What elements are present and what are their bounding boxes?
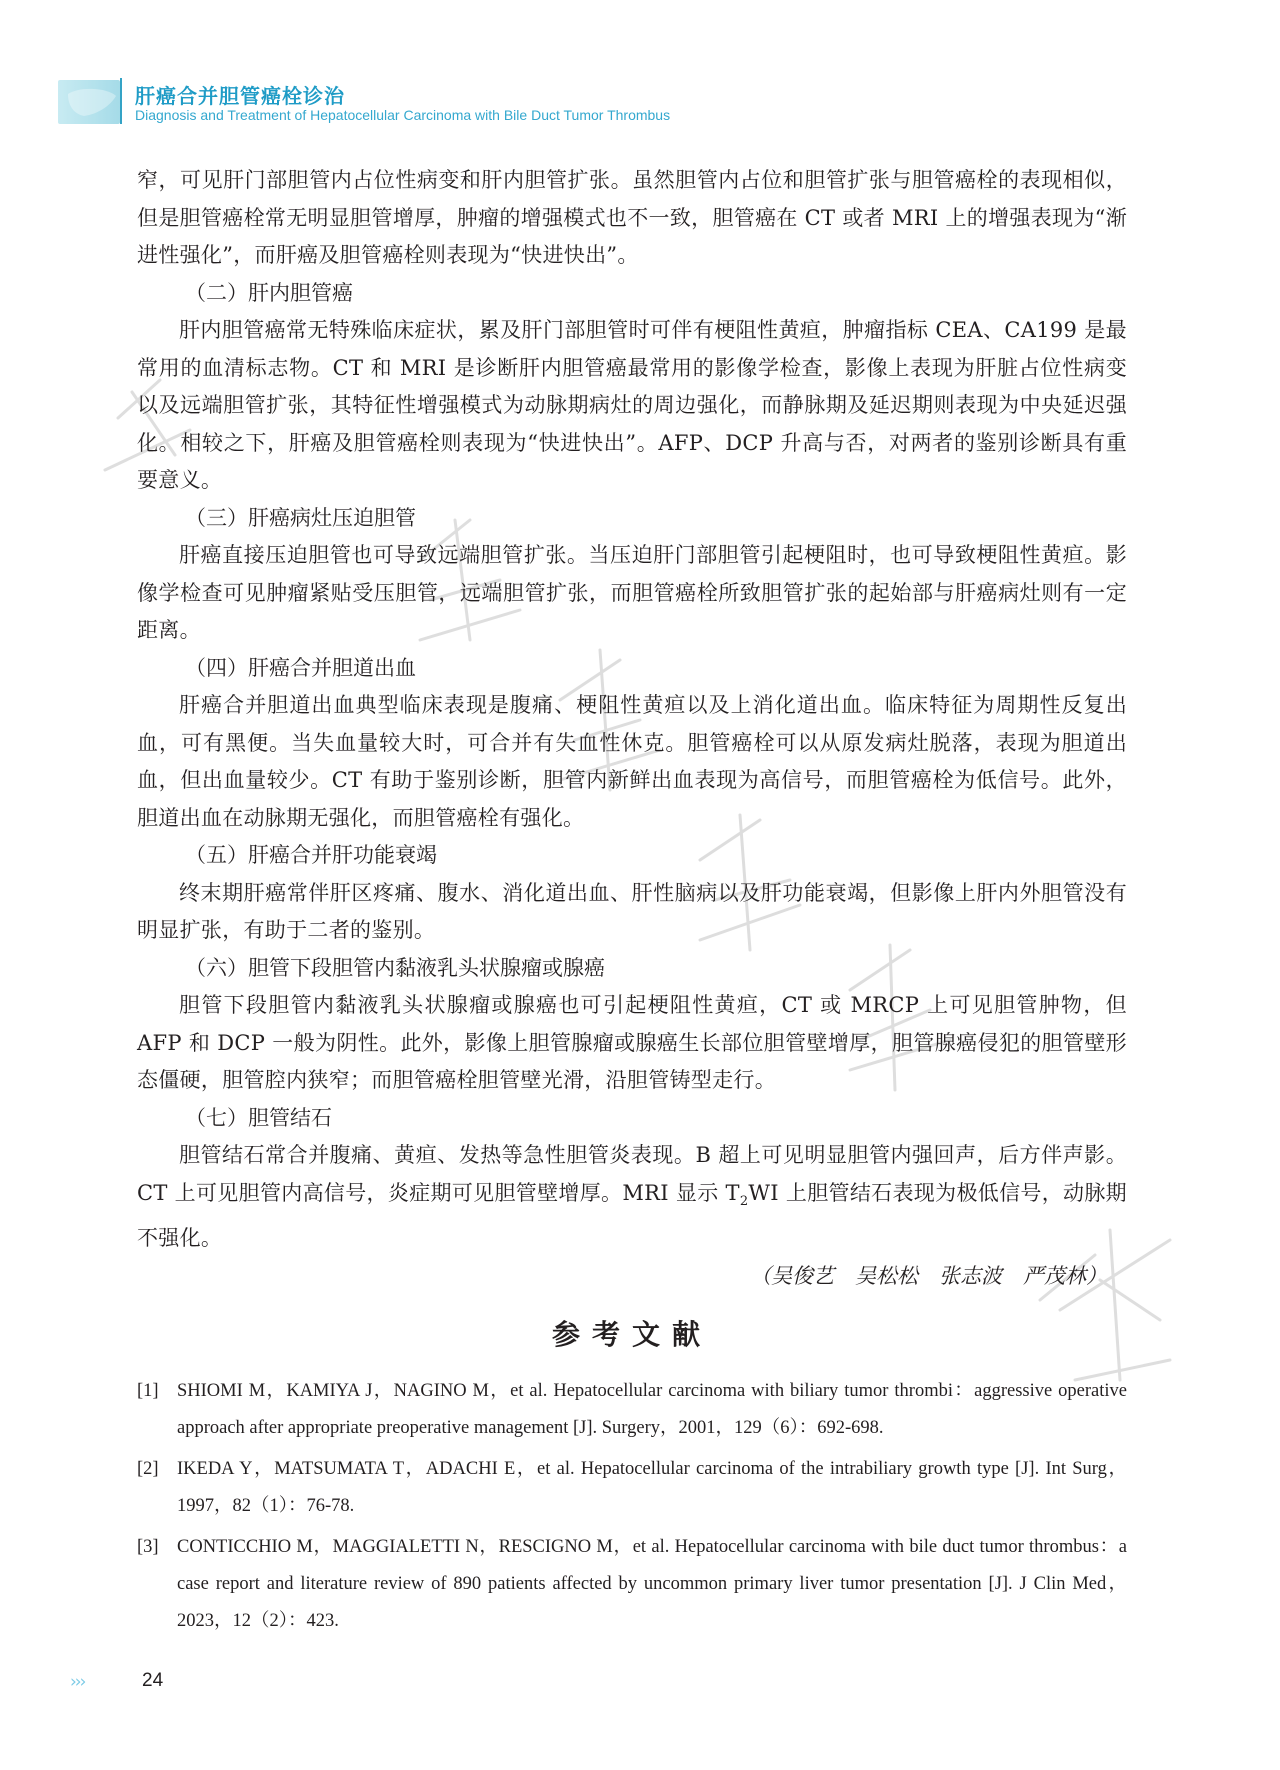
- paragraph-text: 胆管结石常合并腹痛、黄疸、发热等急性胆管炎表现。B 超上可见明显胆管内强回声，后方伴声影。CT 上可见胆管内高信号，炎症期可见胆管壁增厚。MRI 显示 T: [137, 1143, 1127, 1205]
- liver-icon: [58, 80, 120, 124]
- main-content: [137, 162, 1127, 1644]
- author-signature: （吴俊艺 吴松松 张志波 严茂林）: [750, 1263, 1107, 1288]
- intro-paragraph: 窄，可见肝门部胆管内占位性病变和肝内胆管扩张。虽然胆管内占位和胆管扩张与胆管癌栓的表现相似，但是胆管癌栓常无明显胆管增厚，肿瘤的增强模式也不一致，胆管癌在 CT 或者 MRI 上的增强表现为“渐进性强化”，而肝癌及胆管癌栓则表现为“快进快出”。: [137, 168, 1127, 267]
- section-paragraph: 胆管下段胆管内黏液乳头状腺瘤或腺癌也可引起梗阻性黄疸，CT 或 MRCP 上可见胆管肿物，但 AFP 和 DCP 一般为阴性。此外，影像上胆管腺瘤或腺癌生长部位胆管壁增厚，胆管腺癌侵犯的胆管壁形态僵硬，胆管腔内狭窄；而胆管癌栓胆管壁光滑，沿胆管铸型走行。: [137, 993, 1127, 1092]
- references-title: 参考文献: [551, 1318, 712, 1352]
- section-heading: （二）肝内胆管癌: [185, 280, 353, 305]
- header-logo-block: [58, 80, 120, 124]
- reference-item: [137, 1529, 1127, 1640]
- section-heading: （六）胆管下段胆管内黏液乳头状腺瘤或腺癌: [185, 955, 605, 980]
- reference-item: [137, 1451, 1127, 1525]
- reference-text: SHIOMI M，KAMIYA J，NAGINO M，et al. Hepatocellular carcinoma with biliary tumor thrombi：aggressive operative approach after appropriate preoperative management [J]. Surgery，2001，129（6）：692-698.: [177, 1381, 1127, 1439]
- reference-item: [137, 1373, 1127, 1447]
- section-heading: （七）胆管结石: [185, 1105, 332, 1130]
- section-paragraph: 终末期肝癌常伴肝区疼痛、腹水、消化道出血、肝性脑病以及肝功能衰竭，但影像上肝内外胆管没有明显扩张，有助于二者的鉴别。: [137, 880, 1127, 942]
- header-divider: [120, 78, 122, 124]
- section-paragraph: 肝癌合并胆道出血典型临床表现是腹痛、梗阻性黄疸以及上消化道出血。临床特征为周期性反复出血，可有黑便。当失血量较大时，可合并有失血性休克。胆管癌栓可以从原发病灶脱落，表现为胆道出血，但出血量较少。CT 有助于鉴别诊断，胆管内新鲜出血表现为高信号，而胆管癌栓为低信号。此外，胆道出血在动脉期无强化，而胆管癌栓有强化。: [137, 693, 1127, 830]
- section-heading: （三）肝癌病灶压迫胆管: [185, 505, 416, 530]
- running-header-title: 肝癌合并胆管癌栓诊治: [135, 84, 345, 108]
- section-heading: （五）肝癌合并肝功能衰竭: [185, 843, 437, 867]
- section-heading: （四）肝癌合并胆道出血: [185, 655, 416, 680]
- section-paragraph: [137, 1137, 1127, 1258]
- page-number: 24: [142, 1670, 164, 1691]
- reference-text: CONTICCHIO M，MAGGIALETTI N，RESCIGNO M，et al. Hepatocellular carcinoma with bile duct tumor thrombus：a case report and literature review of 890 patients affected by uncommon primary liver tumor presentation [J]. J Clin Med，2023，12（2）：423.: [177, 1537, 1127, 1632]
- subscript: 2: [739, 1193, 749, 1209]
- chevron-right-icon: ›››: [70, 1672, 85, 1692]
- reference-number: [3]: [137, 1537, 159, 1558]
- running-header-subtitle: Diagnosis and Treatment of Hepatocellular Carcinoma with Bile Duct Tumor Thrombus: [135, 107, 671, 123]
- reference-number: [2]: [137, 1459, 159, 1480]
- reference-text: IKEDA Y，MATSUMATA T，ADACHI E，et al. Hepatocellular carcinoma of the intrabiliary growth type [J]. Int Surg，1997，82（1）：76-78.: [177, 1459, 1127, 1517]
- section-paragraph: 肝内胆管癌常无特殊临床症状，累及肝门部胆管时可伴有梗阻性黄疸，肿瘤指标 CEA、CA199 是最常用的血清标志物。CT 和 MRI 是诊断肝内胆管癌最常用的影像学检查，影像上表现为肝脏占位性病变以及远端胆管扩张，其特征性增强模式为动脉期病灶的周边强化，而静脉期及延迟期则表现为中央延迟强化。相较之下，肝癌及胆管癌栓则表现为“快进快出”。AFP、DCP 升高与否，对两者的鉴别诊断具有重要意义。: [137, 318, 1127, 492]
- paragraph-text: WI 上胆管结石表现为极低信号，动脉期不强化。: [137, 1180, 1127, 1251]
- reference-number: [1]: [137, 1381, 159, 1402]
- section-paragraph: 肝癌直接压迫胆管也可导致远端胆管扩张。当压迫肝门部胆管引起梗阻时，也可导致梗阻性黄疸。影像学检查可见肿瘤紧贴受压胆管，远端胆管扩张，而胆管癌栓所致胆管扩张的起始部与肝癌病灶则有一定距离。: [137, 543, 1127, 642]
